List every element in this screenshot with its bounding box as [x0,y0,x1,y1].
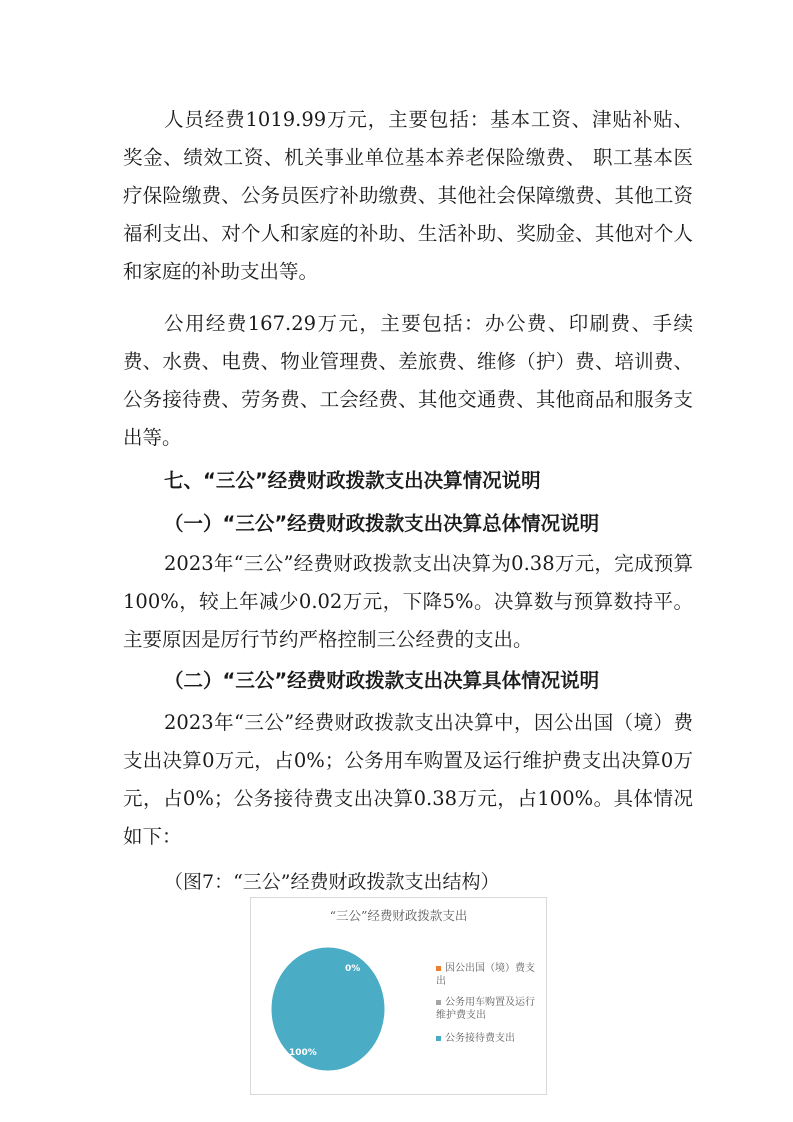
paragraph-overall: 2023年“三公”经费财政拨款支出决算为0.38万元，完成预算100%，较上年减少0.02万元，下降5%。决算数与预算数持平。主要原因是厉行节约严格控制三公经费的支出。 [123,552,693,651]
paragraph-personnel-expenses: 人员经费1019.99万元，主要包括：基本工资、津贴补贴、奖金、绩效工资、机关事业单位基本养老保险缴费、 职工基本医疗保险缴费、公务员医疗补助缴费、其他社会保障缴费、其他工资福利支出、对个人和家庭的补助、生活补助、奖励金、其他对个人和家庭的补助支出等。 [123,108,693,283]
legend-label-2: 公务接待费支出 [445,1033,515,1044]
pie-data-label-2: 100% [289,1048,317,1058]
legend-item-1 [436,996,541,1022]
subsection-heading-7-2: （二）“三公”经费财政拨款支出决算具体情况说明 [164,669,600,692]
legend-item-0 [436,962,541,988]
paragraph-public-expenses: 公用经费167.29万元，主要包括：办公费、印刷费、手续费、水费、电费、物业管理费、差旅费、维修（护）费、培训费、公务接待费、劳务费、工会经费、其他交通费、其他商品和服务支出等。 [123,312,693,449]
pie-chart [250,897,547,1095]
section-heading-7: 七、“三公”经费财政拨款支出决算情况说明 [164,469,541,492]
legend-swatch-1 [436,1000,441,1005]
legend-swatch-2 [436,1036,441,1041]
legend-label-0: 因公出国（境）费支出 [436,963,535,987]
figure-caption: （图7：“三公”经费财政拨款支出结构） [164,871,500,893]
legend-item-2 [436,1032,541,1045]
chart-title: “三公”经费财政拨款支出 [329,908,468,923]
legend-swatch-0 [436,966,441,971]
subsection-heading-7-1: （一）“三公”经费财政拨款支出决算总体情况说明 [164,512,600,535]
pie-data-label-0: 0% [345,964,361,974]
paragraph-specific: 2023年“三公”经费财政拨款支出决算中，因公出国（境）费支出决算0万元，占0%；公务用车购置及运行维护费支出决算0万元，占0%；公务接待费支出决算0.38万元，占100%。具体情况如下： [123,711,693,848]
legend-label-1: 公务用车购置及运行维护费支出 [436,997,535,1021]
